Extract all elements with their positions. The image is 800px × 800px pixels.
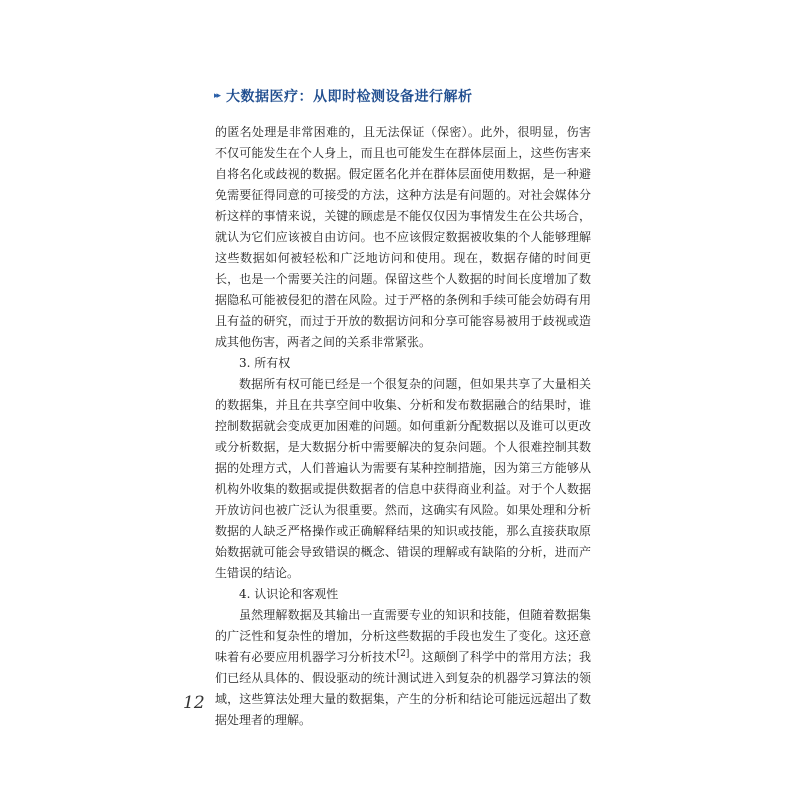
section-heading-epistemology: 4. 认识论和客观性 [239, 587, 339, 601]
citation-reference: [2] [396, 649, 410, 659]
paragraph-epistemology [215, 605, 591, 731]
paragraph-ownership: 数据所有权可能已经是一个很复杂的问题，但如果共享了大量相关的数据集，并且在共享空间中收集、分析和发布数据融合的结果时，谁控制数据就会变成更加困难的问题。如何重新分配数据以及谁可以更改或分析数据，是大数据分析中需要解决的复杂问题。个人很难控制其数据的处理方式，人们普遍认为需要有某种控制措施，因为第三方能够从机构外收集的数据或提供数据者的信息中获得商业利益。对于个人数据开放访问也被广泛认为很重要。然而，这确实有风险。如果处理和分析数据的人缺乏严格操作或正确解释结果的知识或技能，那么直接获取原始数据就可能会导致错误的概念、错误的理解或有缺陷的分析，进而产生错误的结论。 [215, 377, 591, 580]
double-arrow-icon: ▸▸ [214, 91, 220, 101]
section-heading-ownership: 3. 所有权 [239, 356, 291, 370]
running-head [214, 86, 473, 106]
paragraph-continuation: 的匿名处理是非常困难的，且无法保证（保密）。此外，很明显，伤害不仅可能发生在个人身上，而且也可能发生在群体层面上，这些伤害来自将名化或歧视的数据。假定匿名化并在群体层面使用数据，是一种避免需要征得同意的可接受的方法，这种方法是有问题的。对社会媒体分析这样的事情来说，关键的顾虑是不能仅仅因为事情发生在公共场合，就认为它们应该被自由访问。也不应该假定数据被收集的个人能够理解这些数据如何被轻松和广泛地访问和使用。现在，数据存储的时间更长，也是一个需要关注的问题。保留这些个人数据的时间长度增加了数据隐私可能被侵犯的潜在风险。过于严格的条例和手续可能会妨碍有用且有益的研究，而过于开放的数据访问和分享可能容易被用于歧视或造成其他伤害，两者之间的关系非常紧张。 [215, 125, 591, 349]
body-text [215, 122, 591, 731]
paragraph-text-start: 虽然理解数据及其输出一直需要专业的知识和技能，但随着数据集的广泛性和复杂性的增加，分析这些数据的手段也发生了变化。这还意味着有必要应用机器学习分析技术 [215, 608, 591, 664]
paragraph-text-end: 。这颠倒了科学中的常用方法；我们已经从具体的、假设驱动的统计测试进入到复杂的机器学习算法的领域，这些算法处理大量的数据集，产生的分析和结论可能远远超出了数据处理者的理解。 [215, 650, 591, 727]
page-number: 12 [183, 693, 205, 713]
running-head-title: 大数据医疗：从即时检测设备进行解析 [226, 89, 473, 105]
